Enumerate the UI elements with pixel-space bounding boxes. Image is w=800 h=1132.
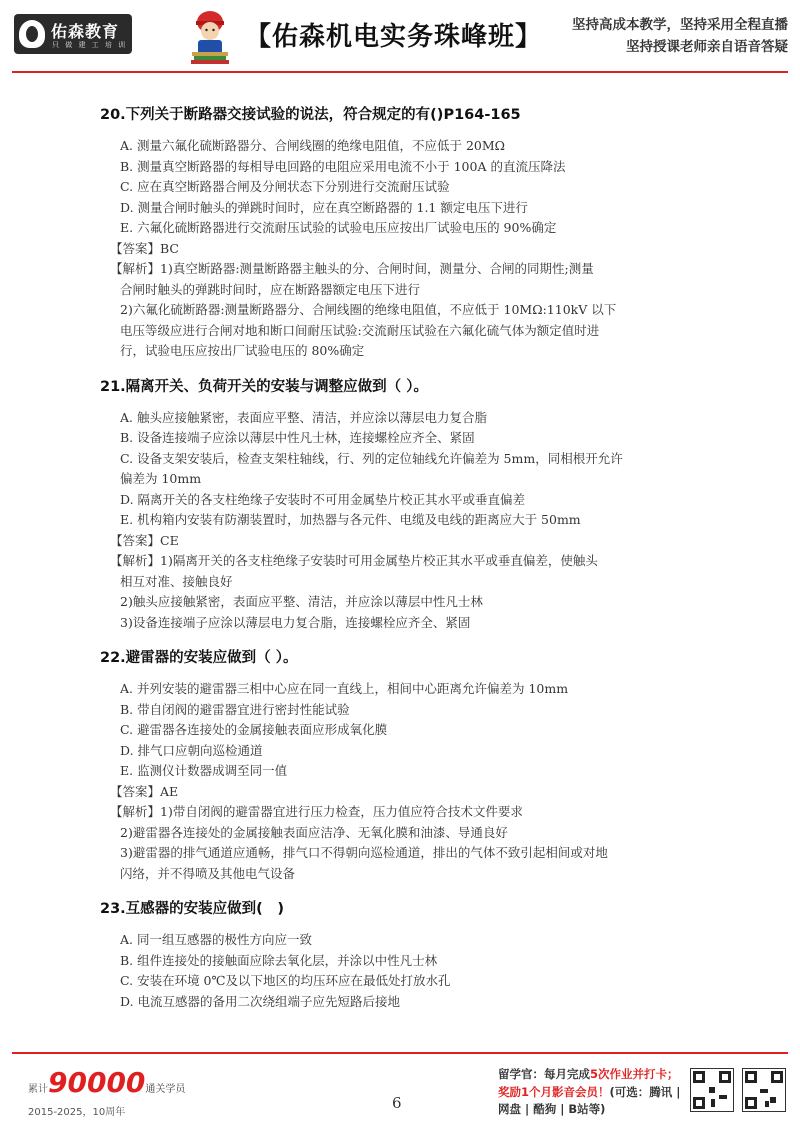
answer: 【答案】BC — [110, 240, 179, 256]
footer-divider — [12, 1052, 788, 1054]
explanation-line: 【解析】1)带自闭阀的避雷器宜进行压力检查，压力值应符合技术文件要求 — [110, 804, 523, 819]
option-a: A. 触头应接触紧密，表面应平整、清洁，并应涂以薄层电力复合脂 — [120, 409, 487, 425]
explanation-line: 2)六氟化硫断路器:测量断路器分、合闸线圈的绝缘电阻值，不应低于 10MΩ:110kV 以下 — [120, 302, 617, 317]
explanation-line: 合闸时触头的弹跳时间时，应在断路器额定电压下进行 — [120, 281, 421, 297]
question-title: 22.避雷器的安装应做到（ ）。 — [100, 650, 298, 666]
brand-logo-icon — [19, 20, 45, 48]
question-title: 23.互感器的安装应做到( ) — [100, 901, 284, 917]
brand-logo — [14, 14, 132, 54]
option-b: B. 设备连接端子应涂以薄层中性凡士林，连接螺栓应齐全、紧固 — [120, 430, 475, 445]
qr-code-icon — [690, 1068, 734, 1112]
explanation-line: 3)避雷器的排气通道应通畅，排气口不得朝向巡检通道，排出的气体不致引起相间或对地 — [120, 845, 608, 860]
option-c: C. 安装在环境 0℃及以下地区的均压环应在最低处打放水孔 — [120, 973, 451, 988]
promo-text: 网盘 | 酷狗 | B站等) — [498, 1102, 606, 1116]
tagline-1: 坚持高成本教学，坚持采用全程直播 — [572, 17, 788, 33]
page-number: 6 — [392, 1094, 402, 1112]
promo-highlight: 5次作业并打卡； — [590, 1067, 679, 1081]
question-content — [100, 104, 690, 1012]
total-label: 累计 — [28, 1084, 48, 1095]
option-e: E. 六氟化硫断路器进行交流耐压试验的试验电压应按出厂试验电压的 90%确定 — [120, 220, 557, 235]
explanation-line: 行，试验电压应按出厂试验电压的 80%确定 — [120, 343, 365, 358]
total-number: 90000 — [48, 1066, 146, 1099]
brand-name: 佑森教育 — [51, 22, 120, 41]
explanation-line: 3)设备连接端子应涂以薄层电力复合脂，连接螺栓应齐全、紧固 — [120, 614, 471, 630]
header-taglines — [572, 14, 788, 58]
answer: 【答案】CE — [110, 532, 179, 548]
option-e: E. 机构箱内安装有防潮装置时，加热器与各元件、电缆及电线的距离应大于 50mm — [120, 512, 581, 527]
footer-years: 2015-2025，10周年 — [28, 1107, 126, 1118]
page-header — [0, 0, 800, 72]
option-c: C. 避雷器各连接处的金属接触表面应形成氧化膜 — [120, 722, 388, 737]
option-c: C. 设备支架安装后，检查支架柱轴线，行、列的定位轴线允许偏差为 5mm，同相根开允许 — [120, 450, 623, 466]
option-a: A. 并列安装的避雷器三相中心应在同一直线上，相间中心距离允许偏差为 10mm — [120, 681, 569, 696]
qr-code-icon — [742, 1068, 786, 1112]
explanation-line: 相互对准、接触良好 — [120, 573, 233, 589]
question-21 — [100, 376, 690, 634]
option-d: D. 隔离开关的各支柱绝缘子安装时不可用金属垫片校正其水平或垂直偏差 — [120, 491, 526, 507]
header-divider — [12, 71, 788, 73]
question-23 — [100, 898, 690, 1012]
answer: 【答案】AE — [110, 783, 179, 799]
option-c-continued: 偏差为 10mm — [120, 471, 202, 486]
tagline-2: 坚持授课老师亲自语音答疑 — [626, 39, 788, 55]
option-a: A. 测量六氟化硫断路器分、合闸线圈的绝缘电阻值，不应低于 20MΩ — [120, 138, 506, 153]
option-c: C. 应在真空断路器合闸及分闸状态下分别进行交流耐压试验 — [120, 179, 450, 194]
explanation-line: 电压等级应进行合闸对地和断口间耐压试验:交流耐压试验在六氟化硫气体为额定值时进 — [120, 322, 600, 338]
question-22 — [100, 647, 690, 884]
explanation-line: 2)触头应接触紧密，表面应平整、清洁，并应涂以薄层中性凡士林 — [120, 594, 483, 609]
option-d: D. 排气口应朝向巡检通道 — [120, 742, 263, 758]
explanation-line: 【解析】1)真空断路器:测量断路器主触头的分、合闸时间，测量分、合闸的同期性;测量 — [110, 261, 594, 276]
option-a: A. 同一组互感器的极性方向应一致 — [120, 932, 312, 947]
total-suffix: 通关学员 — [145, 1084, 186, 1095]
promo-highlight: 奖励1个月影音会员！ — [498, 1084, 610, 1099]
promo-text: (可选：腾讯 | — [609, 1084, 681, 1099]
option-e: E. 监测仪计数器成调至同一值 — [120, 763, 288, 778]
footer-stats — [28, 1066, 185, 1099]
question-title: 20.下列关于断路器交接试验的说法，符合规定的有()P164-165 — [100, 107, 521, 123]
option-b: B. 组件连接处的接触面应除去氧化层，并涂以中性凡士林 — [120, 952, 438, 968]
option-d: D. 测量合闸时触头的弹跳时间时，应在真空断路器的 1.1 额定电压下进行 — [120, 199, 528, 215]
option-b: B. 测量真空断路器的每相导电回路的电阻应采用电流不小于 100A 的直流压降法 — [120, 158, 566, 174]
explanation-line: 【解析】1)隔离开关的各支柱绝缘子安装时可用金属垫片校正其水平或垂直偏差，使触头 — [110, 553, 598, 568]
brand-slogan: 只 做 建 工 培 训 — [52, 41, 128, 49]
explanation-line: 2)避雷器各连接处的金属接触表面应洁净、无氧化膜和油漆、导通良好 — [120, 824, 508, 840]
promo-text: 留学官：每月完成 — [498, 1067, 590, 1081]
question-20 — [100, 104, 690, 362]
question-title: 21.隔离开关、负荷开关的安装与调整应做到（ ）。 — [100, 378, 428, 395]
explanation-line: 闪络，并不得喷及其他电气设备 — [120, 865, 296, 881]
mascot-icon — [184, 6, 236, 66]
option-b: B. 带自闭阀的避雷器宜进行密封性能试验 — [120, 701, 350, 717]
footer-promo — [498, 1066, 683, 1119]
header-title: 【佑森机电实务珠峰班】 — [245, 22, 543, 52]
option-d: D. 电流互感器的备用二次绕组端子应先短路后接地 — [120, 993, 401, 1009]
